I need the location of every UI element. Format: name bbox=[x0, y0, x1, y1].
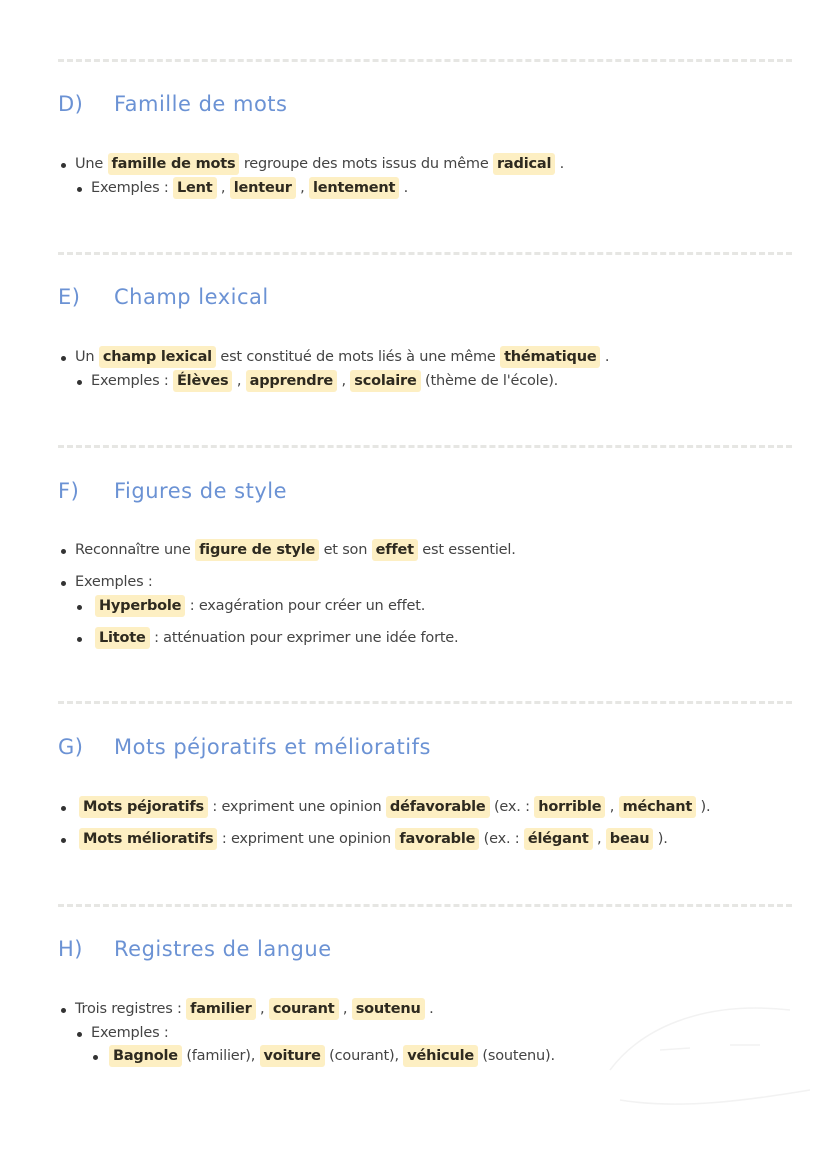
bullet-icon bbox=[77, 380, 82, 385]
highlighted-term: Lent bbox=[173, 177, 217, 199]
highlighted-term: Mots péjoratifs bbox=[79, 796, 208, 818]
highlighted-term: horrible bbox=[534, 796, 605, 818]
body-text: est constitué de mots liés à une même bbox=[215, 349, 501, 365]
highlighted-term: défavorable bbox=[386, 796, 490, 818]
section-heading-f bbox=[58, 479, 287, 503]
body-text: , bbox=[255, 1001, 269, 1017]
body-text: (courant), bbox=[324, 1048, 404, 1064]
highlighted-term: effet bbox=[372, 539, 418, 561]
section-title: Famille de mots bbox=[114, 92, 288, 116]
highlighted-term: courant bbox=[269, 998, 339, 1020]
section-divider bbox=[58, 904, 792, 907]
body-text: et son bbox=[319, 542, 372, 558]
body-text: Exemples : bbox=[91, 1025, 169, 1041]
section-title: Champ lexical bbox=[114, 285, 269, 309]
list-item bbox=[75, 349, 609, 365]
highlighted-term: lenteur bbox=[230, 177, 296, 199]
body-text: . bbox=[555, 156, 565, 172]
section-title: Figures de style bbox=[114, 479, 288, 503]
section-heading-h bbox=[58, 937, 332, 961]
highlighted-term: favorable bbox=[395, 828, 479, 850]
decorative-sketch-icon bbox=[600, 990, 820, 1130]
list-item bbox=[75, 542, 516, 558]
section-letter: E) bbox=[58, 285, 81, 309]
section-letter: D) bbox=[58, 92, 84, 116]
body-text: . bbox=[600, 349, 610, 365]
list-item bbox=[79, 831, 668, 847]
bullet-icon bbox=[61, 163, 66, 168]
body-text: Trois registres : bbox=[75, 1001, 187, 1017]
list-item bbox=[75, 156, 564, 172]
highlighted-term: Bagnole bbox=[109, 1045, 182, 1067]
body-text: , bbox=[592, 831, 606, 847]
list-item bbox=[95, 630, 458, 646]
body-text: Exemples : bbox=[75, 574, 153, 590]
bullet-icon bbox=[61, 356, 66, 361]
body-text: (familier), bbox=[181, 1048, 260, 1064]
section-title: Mots péjoratifs et mélioratifs bbox=[114, 735, 431, 759]
section-letter: G) bbox=[58, 735, 84, 759]
section-divider bbox=[58, 445, 792, 448]
bullet-icon bbox=[77, 605, 82, 610]
bullet-icon bbox=[77, 1032, 82, 1037]
body-text: Une bbox=[75, 156, 108, 172]
highlighted-term: apprendre bbox=[246, 370, 337, 392]
body-text: , bbox=[232, 373, 246, 389]
section-heading-e bbox=[58, 285, 269, 309]
highlighted-term: lentement bbox=[309, 177, 399, 199]
highlighted-term: scolaire bbox=[350, 370, 420, 392]
highlighted-term: beau bbox=[606, 828, 654, 850]
bullet-icon bbox=[61, 1008, 66, 1013]
highlighted-term: soutenu bbox=[352, 998, 425, 1020]
section-title: Registres de langue bbox=[114, 937, 332, 961]
section-divider bbox=[58, 59, 792, 62]
highlighted-term: famille de mots bbox=[108, 153, 240, 175]
highlighted-term: thématique bbox=[500, 346, 600, 368]
body-text: : expriment une opinion bbox=[207, 799, 386, 815]
body-text: : expriment une opinion bbox=[217, 831, 396, 847]
body-text: (ex. : bbox=[489, 799, 535, 815]
body-text: Reconnaître une bbox=[75, 542, 196, 558]
body-text: , bbox=[338, 1001, 352, 1017]
body-text: , bbox=[216, 180, 230, 196]
body-text: (soutenu). bbox=[477, 1048, 555, 1064]
section-divider bbox=[58, 252, 792, 255]
body-text: : exagération pour créer un effet. bbox=[185, 598, 426, 614]
body-text: Exemples : bbox=[91, 180, 173, 196]
bullet-icon bbox=[77, 187, 82, 192]
bullet-icon bbox=[77, 637, 82, 642]
body-text: (thème de l'école). bbox=[420, 373, 559, 389]
body-text: , bbox=[605, 799, 619, 815]
highlighted-term: Mots mélioratifs bbox=[79, 828, 217, 850]
body-text: (ex. : bbox=[479, 831, 524, 847]
bullet-icon bbox=[61, 549, 66, 554]
body-text: est essentiel. bbox=[417, 542, 516, 558]
bullet-icon bbox=[61, 581, 66, 586]
body-text: : atténuation pour exprimer une idée forte. bbox=[149, 630, 459, 646]
bullet-icon bbox=[61, 806, 66, 811]
list-item bbox=[109, 1048, 555, 1064]
section-heading-g bbox=[58, 735, 431, 759]
body-text: . bbox=[424, 1001, 434, 1017]
highlighted-term: radical bbox=[493, 153, 555, 175]
highlighted-term: Élèves bbox=[173, 370, 232, 392]
bullet-icon bbox=[61, 838, 66, 843]
list-item bbox=[91, 180, 408, 196]
section-letter: H) bbox=[58, 937, 83, 961]
list-item bbox=[75, 574, 153, 590]
body-text: regroupe des mots issus du même bbox=[239, 156, 493, 172]
highlighted-term: Litote bbox=[95, 627, 150, 649]
body-text: , bbox=[337, 373, 351, 389]
list-item bbox=[91, 1025, 169, 1041]
section-letter: F) bbox=[58, 479, 80, 503]
highlighted-term: voiture bbox=[260, 1045, 325, 1067]
highlighted-term: champ lexical bbox=[99, 346, 216, 368]
body-text: Un bbox=[75, 349, 99, 365]
body-text: ). bbox=[653, 831, 668, 847]
highlighted-term: figure de style bbox=[195, 539, 319, 561]
list-item bbox=[79, 799, 710, 815]
section-heading-d bbox=[58, 92, 287, 116]
body-text: Exemples : bbox=[91, 373, 173, 389]
list-item bbox=[95, 598, 425, 614]
body-text: ). bbox=[696, 799, 711, 815]
bullet-icon bbox=[93, 1055, 98, 1060]
highlighted-term: élégant bbox=[524, 828, 593, 850]
highlighted-term: méchant bbox=[619, 796, 697, 818]
section-divider bbox=[58, 701, 792, 704]
body-text: , bbox=[295, 180, 309, 196]
highlighted-term: Hyperbole bbox=[95, 595, 185, 617]
list-item bbox=[75, 1001, 434, 1017]
highlighted-term: familier bbox=[186, 998, 256, 1020]
highlighted-term: véhicule bbox=[403, 1045, 478, 1067]
body-text: . bbox=[399, 180, 409, 196]
list-item bbox=[91, 373, 558, 389]
